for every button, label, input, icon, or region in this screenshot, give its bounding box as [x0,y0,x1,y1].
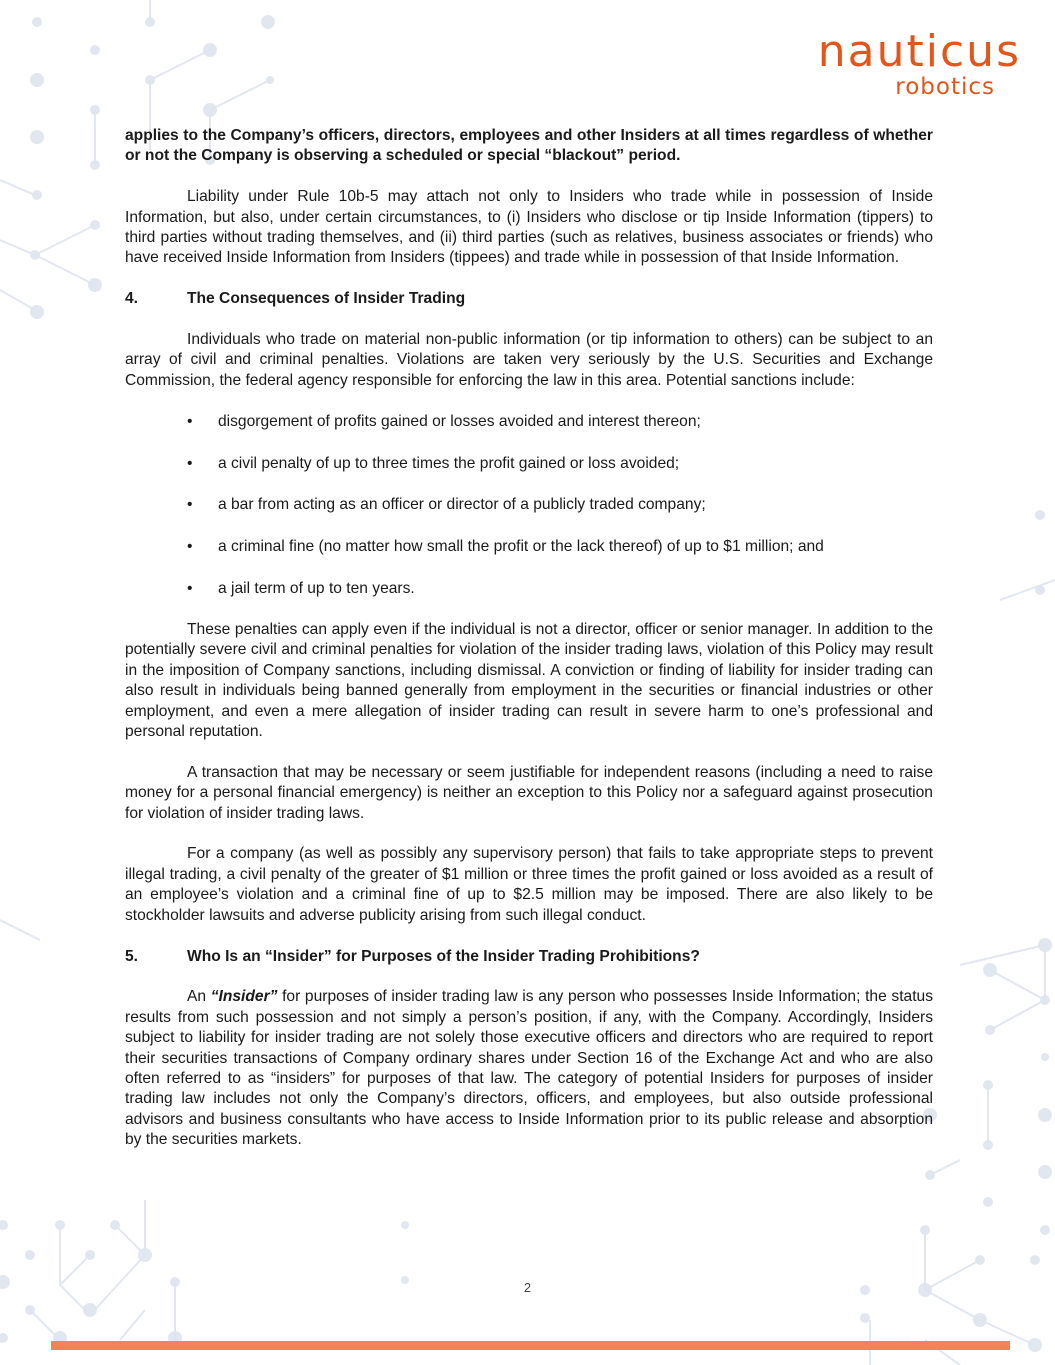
section-4-intro: Individuals who trade on material non-public information (or tip information to others) can be subject to an array of civil and criminal penalties. Violations are taken very seriously by the U.S. Securities and Exchange Commission, the federal agency responsible for enforcing the law in this area. Potential sanctions include: [125,331,933,389]
list-item [187,537,933,557]
list-item [187,412,933,432]
footer-accent-bar [51,1341,1010,1350]
section-title: Who Is an “Insider” for Purposes of the Insider Trading Prohibitions? [187,947,700,965]
list-item-text: a jail term of up to ten years. [218,580,415,598]
intro-bold-paragraph: applies to the Company’s officers, directors, employees and other Insiders at all times regardless of whether or not the Company is observing a scheduled or special “blackout” period. [125,127,933,165]
list-item [187,454,933,474]
section-4-heading [125,289,933,309]
bullet-icon: • [187,580,193,598]
section-number: 5. [125,947,139,965]
list-item-text: disgorgement of profits gained or losses avoided and interest thereon; [218,412,701,430]
page-number: 2 [523,1280,532,1295]
paragraph-lead: An [187,988,211,1006]
sanctions-list [125,412,933,600]
section-5-heading [125,947,933,967]
section-title: The Consequences of Insider Trading [187,290,466,308]
insider-definition-paragraph [125,987,933,1150]
list-item-text: a criminal fine (no matter how small the profit or the lack thereof) of up to $1 million; and [218,538,824,556]
list-item [187,579,933,599]
bullet-icon: • [187,496,193,514]
document-body [125,126,933,1171]
bullet-icon: • [187,412,193,430]
liability-paragraph: Liability under Rule 10b-5 may attach not only to Insiders who trade while in possession of Inside Information, but also, under certain circumstances, to (i) Insiders who disclose or tip Inside Information (tippers) to third parties without trading themselves, and (ii) third parties (such as relatives, business associates or friends) who have received Inside Information from Insiders (tippees) and trade while in possession of that Inside Information. [125,188,933,267]
defined-term: “Insider” [210,988,278,1006]
list-item [187,495,933,515]
bullet-icon: • [187,454,193,472]
company-penalty-paragraph: For a company (as well as possibly any supervisory person) that fails to take appropriate steps to prevent illegal trading, a civil penalty of the greater of $1 million or three times the profit gained or loss avoided as a result of an employee’s violation and a criminal fine of up to $2.5 million may be imposed. There are also likely to be stockholder lawsuits and adverse publicity arising from such illegal conduct. [125,845,933,924]
penalties-paragraph: These penalties can apply even if the individual is not a director, officer or senior manager. In addition to the potentially severe civil and criminal penalties for violation of the insider trading laws, violation of this Policy may result in the imposition of Company sanctions, including dismissal. A conviction or finding of liability for insider trading can also result in individuals being banned generally from employment in the securities or financial industries or other employment, and even a mere allegation of insider trading can result in severe harm to one’s professional and personal reputation. [125,621,933,741]
list-item-text: a bar from acting as an officer or director of a publicly traded company; [218,496,706,514]
logo-subtitle: robotics [895,74,995,100]
logo-brand: nauticus [817,26,1021,77]
transaction-paragraph: A transaction that may be necessary or seem justifiable for independent reasons (including a need to raise money for a personal financial emergency) is neither an exception to this Policy nor a safeguard against prosecution for violation of insider trading laws. [125,763,933,822]
paragraph-body: for purposes of insider trading law is any person who possesses Inside Information; the status results from such possession and not simply a person’s position, if any, with the Company. Accordingly, Insiders subject to liability for insider trading are not solely those executive officers and directors who are required to report their securities transactions of Company ordinary shares under Section 16 of the Exchange Act and who are also often referred to as “insiders” for purposes of that law. The category of potential Insiders for purposes of insider trading law includes not only the Company’s directors, officers, and employees, but also outside professional advisors and business consultants who have access to Inside Information prior to its public release and absorption by the securities markets. [125,988,934,1149]
company-logo [817,26,1021,100]
bullet-icon: • [187,538,193,556]
list-item-text: a civil penalty of up to three times the profit gained or loss avoided; [218,454,680,472]
section-number: 4. [125,290,139,308]
